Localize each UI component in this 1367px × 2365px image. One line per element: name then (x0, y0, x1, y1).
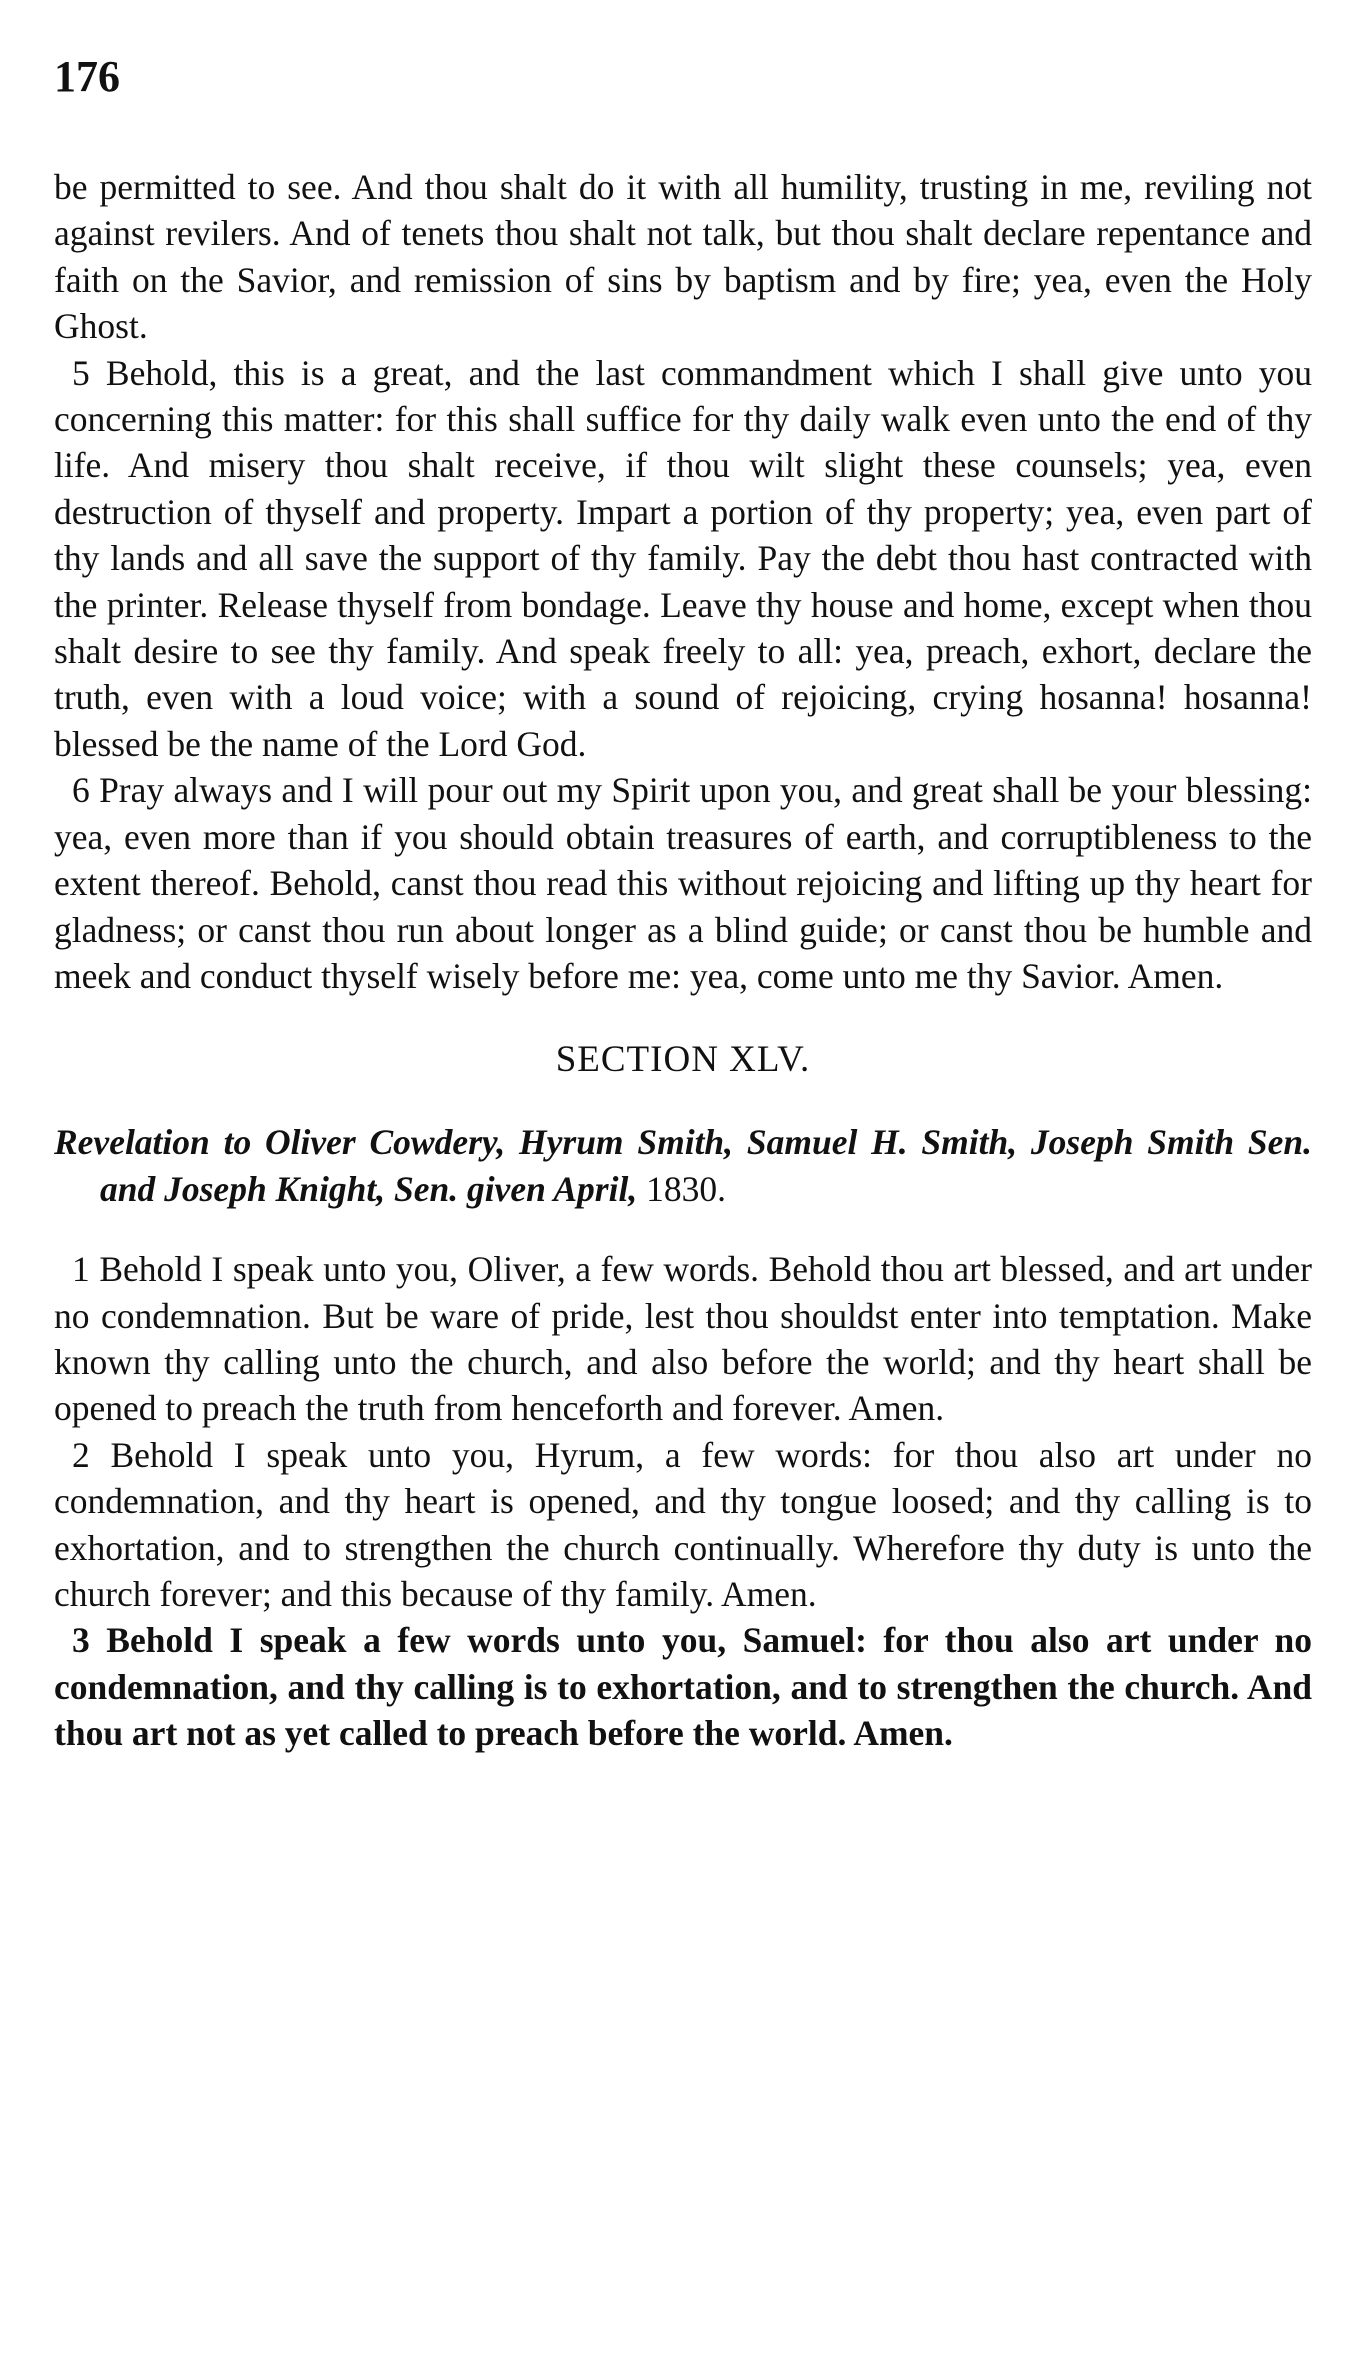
paragraph-verse-1: 1 Behold I speak unto you, Oliver, a few words. Behold thou art blessed, and art under no condemnation. But be ware of pride, lest thou shouldst enter into temptation. Make known thy calling unto the church, and also before the world; and thy heart shall be opened to preach the truth from henceforth and forever. Amen. (54, 1249, 1312, 1429)
body-text-before (54, 164, 1312, 999)
section-subtitle (54, 1119, 1312, 1212)
paragraph-verse-6: 6 Pray always and I will pour out my Spirit upon you, and great shall be your blessing: yea, even more than if you should obtain treasures of earth, and corruptibleness to the extent thereof. Behold, canst thou read this without rejoicing and lifting up thy heart for gladness; or canst thou run about longer as a blind guide; or canst thou be humble and meek and conduct thyself wisely before me: yea, come unto me thy Savior. Amen. (54, 770, 1312, 996)
paragraph-verse-3: 3 Behold I speak a few words unto you, Samuel: for thou also art under no condemnation, and thy calling is to exhortation, and to strengthen the church. And thou art not as yet called to preach before the world. Amen. (54, 1620, 1312, 1754)
book-page (54, 48, 1312, 1757)
continuation-paragraph: be permitted to see. And thou shalt do it with all humility, trusting in me, reviling not against revilers. And of tenets thou shalt not talk, but thou shalt declare repentance and faith on the Savior, and remission of sins by baptism and by fire; yea, even the Holy Ghost. (54, 167, 1312, 347)
paragraph-verse-5: 5 Behold, this is a great, and the last commandment which I shall give unto you concerning this matter: for this shall suffice for thy daily walk even unto the end of thy life. And misery thou shalt receive, if thou wilt slight these counsels; yea, even destruction of thyself and property. Impart a portion of thy property; yea, even part of thy lands and all save the support of thy family. Pay the debt thou hast contracted with the printer. Release thyself from bondage. Leave thy house and home, except when thou shalt desire to see thy family. And speak freely to all: yea, preach, exhort, declare the truth, even with a loud voice; with a sound of rejoicing, crying hosanna! hosanna! blessed be the name of the Lord God. (54, 352, 1312, 764)
subtitle-year: 1830. (646, 1168, 726, 1209)
paragraph-verse-2: 2 Behold I speak unto you, Hyrum, a few words: for thou also art under no condemnation, and thy heart is opened, and thy tongue loosed; and thy calling is to exhortation, and to strengthen the church continually. Wherefore thy duty is unto the church forever; and this because of thy family. Amen. (54, 1434, 1312, 1614)
page-number: 176 (54, 52, 120, 101)
subtitle-text: Revelation to Oliver Cowdery, Hyrum Smith, Samuel H. Smith, Joseph Smith Sen. and Joseph Knight, Sen. given April, (54, 1122, 1312, 1209)
body-text-after (54, 1246, 1312, 1756)
section-title: SECTION XLV. (555, 1039, 811, 1081)
